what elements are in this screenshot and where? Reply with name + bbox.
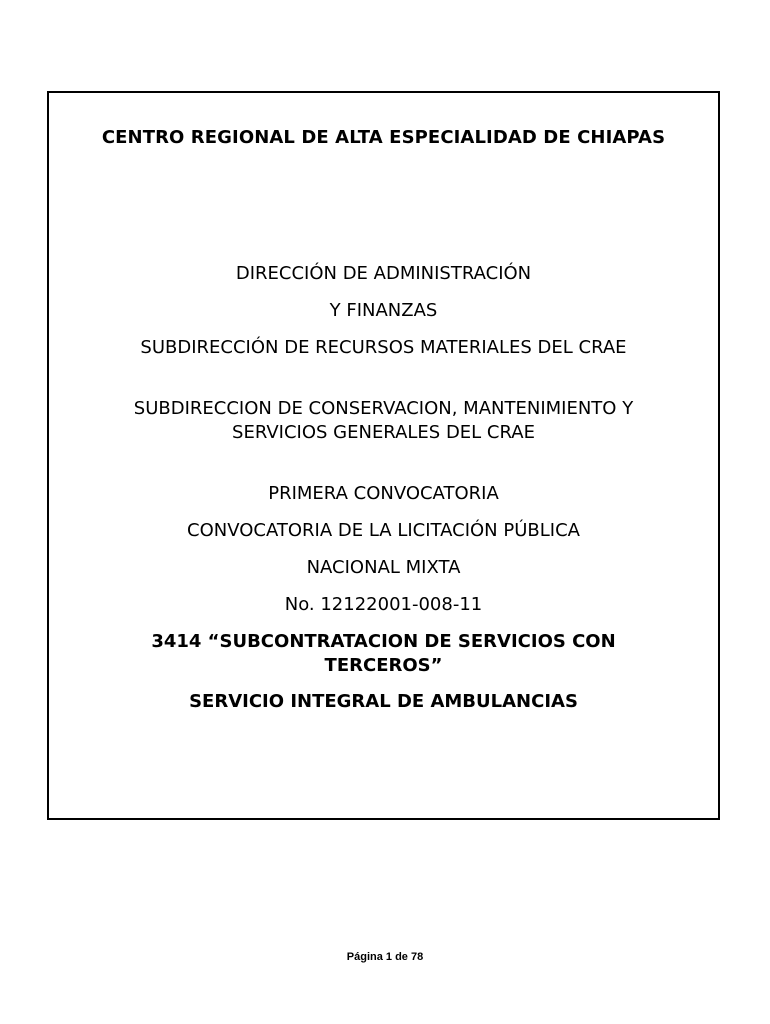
page-number: Página 1 de 78 <box>346 951 424 963</box>
tender-title-line-1: CONVOCATORIA DE LA LICITACIÓN PÚBLICA <box>187 520 580 541</box>
service-category: 3414 “SUBCONTRATACION DE SERVICIOS CON TERCEROS” <box>151 631 616 676</box>
tender-title-line-2: NACIONAL MIXTA <box>306 557 461 578</box>
call-number-label: PRIMERA CONVOCATORIA <box>268 483 499 504</box>
tender-number: No. 12122001-008-11 <box>284 594 483 615</box>
institution-title: CENTRO REGIONAL DE ALTA ESPECIALIDAD DE CHIAPAS <box>101 127 666 148</box>
direction-line-2: Y FINANZAS <box>329 300 438 321</box>
cover-frame <box>47 91 720 820</box>
subdirection-materials: SUBDIRECCIÓN DE RECURSOS MATERIALES DEL CRAE <box>140 337 627 358</box>
direction-line-1: DIRECCIÓN DE ADMINISTRACIÓN <box>235 263 532 284</box>
subdirection-maintenance: SUBDIRECCION DE CONSERVACION, MANTENIMIENTO Y SERVICIOS GENERALES DEL CRAE <box>133 398 634 443</box>
service-name: SERVICIO INTEGRAL DE AMBULANCIAS <box>189 691 578 712</box>
